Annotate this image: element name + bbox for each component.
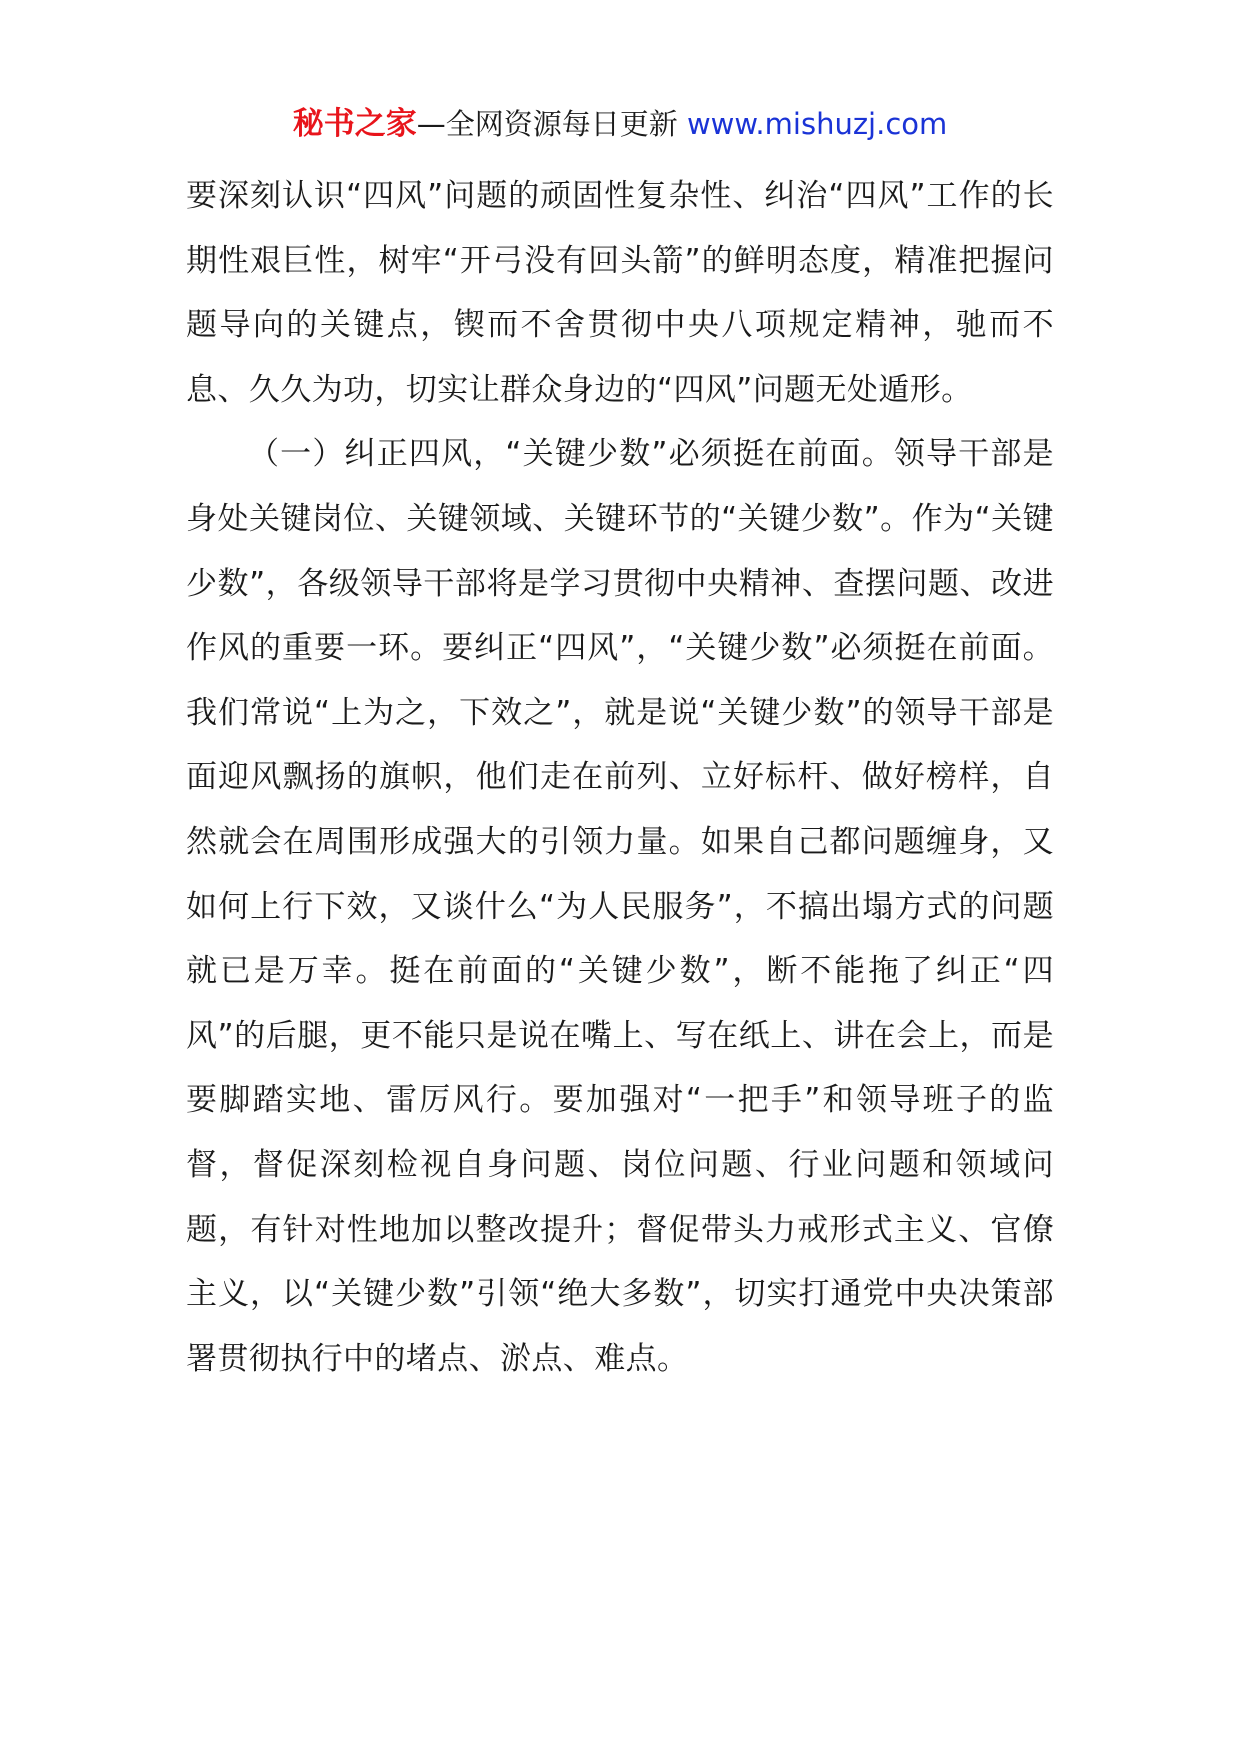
page-header — [0, 104, 1240, 144]
paragraph-2: （一）纠正四风，“关键少数”必须挺在前面。领导干部是身处关键岗位、关键领域、关键环节的“关键少数”。作为“关键少数”，各级领导干部将是学习贯彻中央精神、查摆问题、改进作风的重要一环。要纠正“四风”，“关键少数”必须挺在前面。我们常说“上为之，下效之”，就是说“关键少数”的领导干部是面迎风飘扬的旗帜，他们走在前列、立好标杆、做好榜样，自然就会在周围形成强大的引领力量。如果自己都问题缠身，又如何上行下效，又谈什么“为人民服务”，不搞出塌方式的问题就已是万幸。挺在前面的“关键少数”，断不能拖了纠正“四风”的后腿，更不能只是说在嘴上、写在纸上、讲在会上，而是要脚踏实地、雷厉风行。要加强对“一把手”和领导班子的监督，督促深刻检视自身问题、岗位问题、行业问题和领域问题，有针对性地加以整改提升；督促带头力戒形式主义、官僚主义，以“关键少数”引领“绝大多数”，切实打通党中央决策部署贯彻执行中的堵点、淤点、难点。 — [186, 436, 1054, 1377]
brand-name: 秘书之家 — [292, 106, 417, 142]
header-tagline: —全网资源每日更新 — [416, 107, 687, 141]
website-link[interactable]: www.mishuzj.com — [686, 107, 948, 141]
paragraph-1: 要深刻认识“四风”问题的顽固性复杂性、纠治“四风”工作的长期性艰巨性，树牢“开弓没有回头箭”的鲜明态度，精准把握问题导向的关键点，锲而不舍贯彻中央八项规定精神，驰而不息、久久为功，切实让群众身边的“四风”问题无处遁形。 — [186, 178, 1054, 408]
document-body — [186, 164, 1054, 1391]
